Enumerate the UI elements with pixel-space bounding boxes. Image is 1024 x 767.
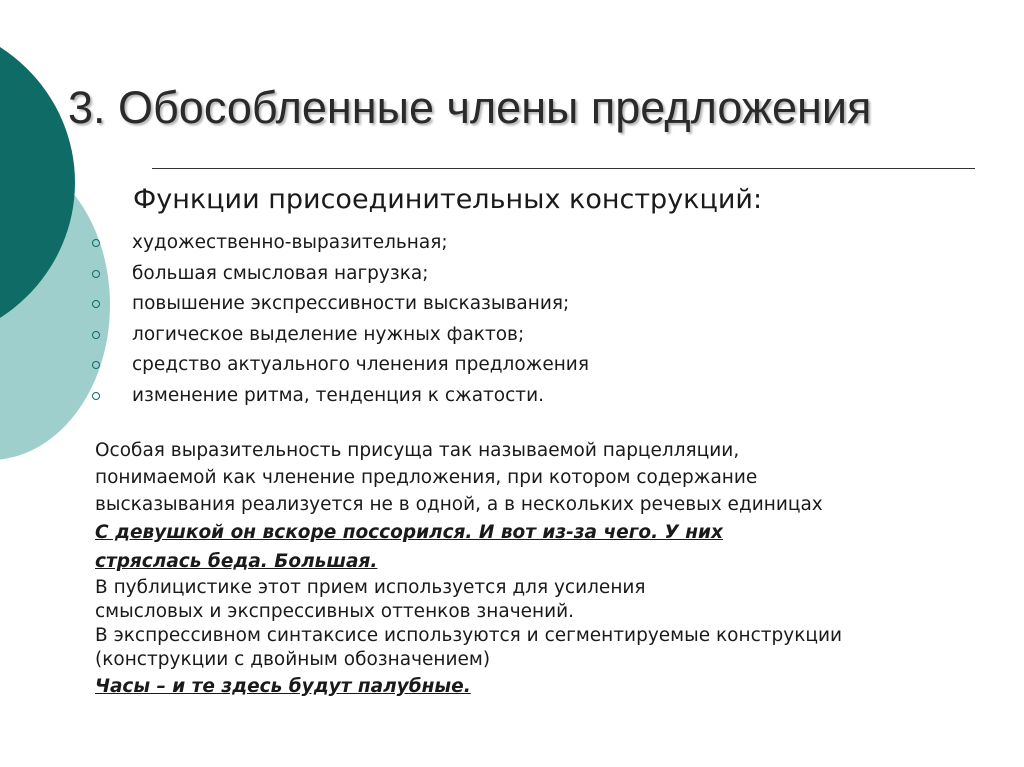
parcellation-paragraph-line: высказывания реализуется не в одной, а в нескольких речевых единицах <box>95 494 823 515</box>
section-subtitle: Функции присоединительных конструкций: <box>133 184 763 215</box>
parcellation-paragraph-line: Особая выразительность присуща так называемой парцелляции, <box>95 440 740 461</box>
bullet-circle-icon <box>92 392 100 400</box>
bullet-circle-icon <box>92 270 100 278</box>
list-item: большая смысловая нагрузка; <box>92 259 589 290</box>
parcellation-example-line: С девушкой он вскоре поссорился. И вот из-за чего. У них <box>95 522 723 543</box>
bullet-circle-icon <box>92 331 100 339</box>
slide-body-text <box>95 437 842 701</box>
publicism-note-line: смысловых и экспрессивных оттенков значений. <box>95 601 575 622</box>
list-item: изменение ритма, тенденция к сжатости. <box>92 381 589 412</box>
parcellation-paragraph-line: понимаемой как членение предложения, при котором содержание <box>95 467 758 488</box>
segmentation-note-line: В экспрессивном синтаксисе используются и сегментируемые конструкции <box>95 625 843 646</box>
list-item: художественно-выразительная; <box>92 228 589 259</box>
bullet-circle-icon <box>92 300 100 308</box>
segmentation-example: Часы – и те здесь будут палубные. <box>95 676 471 697</box>
list-item: логическое выделение нужных фактов; <box>92 320 589 351</box>
segmentation-note-line: (конструкции с двойным обозначением) <box>95 649 491 670</box>
bullet-circle-icon <box>92 239 100 247</box>
parcellation-example-line: стряслась беда. Большая. <box>95 551 378 572</box>
list-item: средство актуального членения предложения <box>92 350 589 381</box>
publicism-note-line: В публицистике этот прием используется для усиления <box>95 577 646 598</box>
functions-list <box>92 228 589 411</box>
slide-title: 3. Обособленные члены предложения <box>68 82 872 133</box>
bullet-circle-icon <box>92 361 100 369</box>
title-divider <box>152 168 975 169</box>
list-item: повышение экспрессивности высказывания; <box>92 289 589 320</box>
